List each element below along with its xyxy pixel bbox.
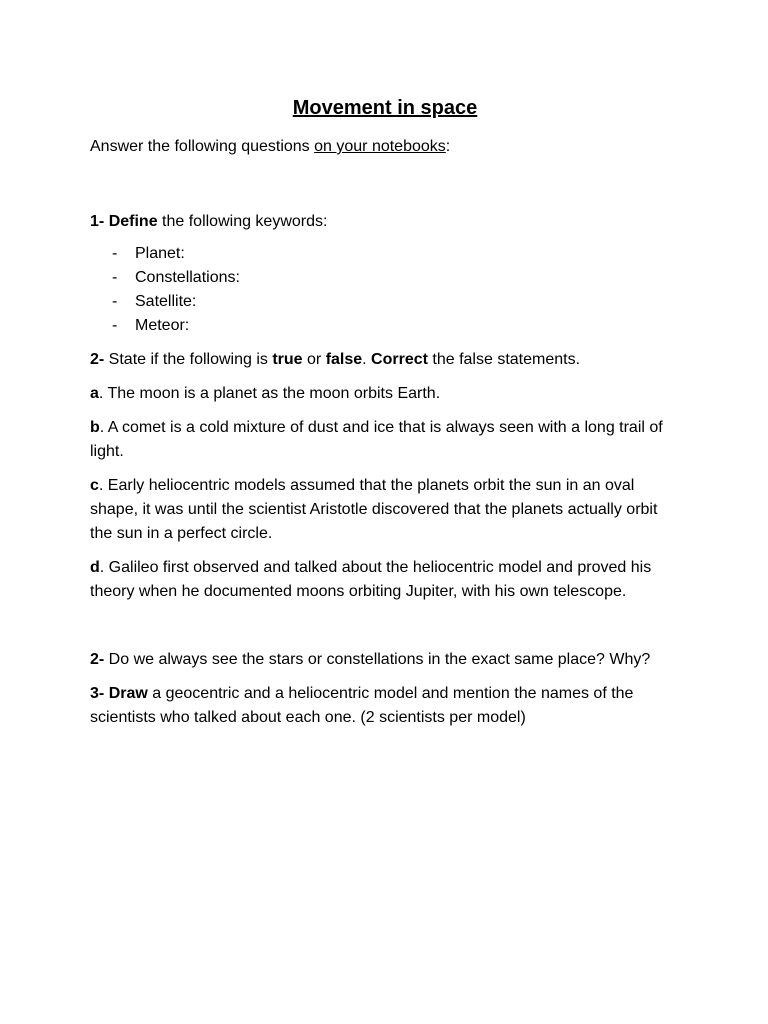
keyword-list: [90, 242, 680, 338]
true-word: true: [272, 351, 303, 368]
question-3-number: 3-: [90, 685, 105, 702]
dash-bullet: -: [112, 317, 118, 334]
keyword-label: Planet:: [135, 245, 185, 262]
keyword-label: Satellite:: [135, 293, 197, 310]
statement-d: [90, 556, 680, 604]
dot-separator: .: [362, 351, 372, 368]
intro-underlined: on your notebooks: [314, 138, 446, 155]
dash-bullet: -: [112, 269, 118, 286]
keyword-label: Constellations:: [135, 269, 240, 286]
statement-letter: d: [90, 559, 100, 576]
keyword-item: [112, 314, 680, 338]
false-word: false: [325, 351, 363, 368]
statement-b: [90, 416, 680, 464]
spacer: [90, 169, 680, 210]
question-3: [90, 682, 680, 730]
keyword-item: [112, 290, 680, 314]
question-2-number: 2-: [90, 351, 105, 368]
intro-paragraph: [90, 135, 680, 159]
question-3-verb: Draw: [108, 685, 148, 702]
question-2b-number: 2-: [90, 651, 105, 668]
statement-a: [90, 382, 680, 406]
dash-bullet: -: [112, 245, 118, 262]
or-word: or: [302, 351, 326, 368]
question-2: [90, 348, 680, 372]
question-1-text: the following keywords:: [157, 213, 328, 230]
page-title: Movement in space: [292, 97, 478, 119]
intro-suffix: :: [445, 138, 451, 155]
statement-letter: b: [90, 419, 100, 436]
keyword-item: [112, 242, 680, 266]
statement-letter: a: [90, 385, 99, 402]
intro-text: Answer the following questions: [90, 138, 315, 155]
correct-word: Correct: [371, 351, 428, 368]
question-2b: [90, 648, 680, 672]
question-2b-text: Do we always see the stars or constellations in the exact same place? Why?: [104, 651, 651, 668]
keyword-label: Meteor:: [135, 317, 190, 334]
statement-text: . A comet is a cold mixture of dust and ice that is always seen with a long trail of light.: [90, 419, 663, 460]
spacer: [90, 614, 680, 648]
question-1-verb: Define: [108, 213, 158, 230]
question-2-text: State if the following is: [104, 351, 273, 368]
statement-c: [90, 474, 680, 546]
statement-text: . Galileo first observed and talked about the heliocentric model and proved his theory when he documented moons orbiting Jupiter, with his own telescope.: [90, 559, 652, 600]
question-1: [90, 210, 680, 234]
document-content: [90, 95, 680, 740]
dash-bullet: -: [112, 293, 118, 310]
statement-text: . Early heliocentric models assumed that the planets orbit the sun in an oval shape, it was until the scientist Aristotle discovered that the planets actually orbit the sun in a perfect circle.: [90, 477, 658, 542]
question-1-number: 1-: [90, 213, 105, 230]
statement-text: . The moon is a planet as the moon orbits Earth.: [98, 385, 441, 402]
question-3-text: a geocentric and a heliocentric model and mention the names of the scientists who talked about each one. (2 scientists per model): [90, 685, 634, 726]
keyword-item: [112, 266, 680, 290]
statement-letter: c: [90, 477, 99, 494]
question-2-rest: the false statements.: [427, 351, 581, 368]
